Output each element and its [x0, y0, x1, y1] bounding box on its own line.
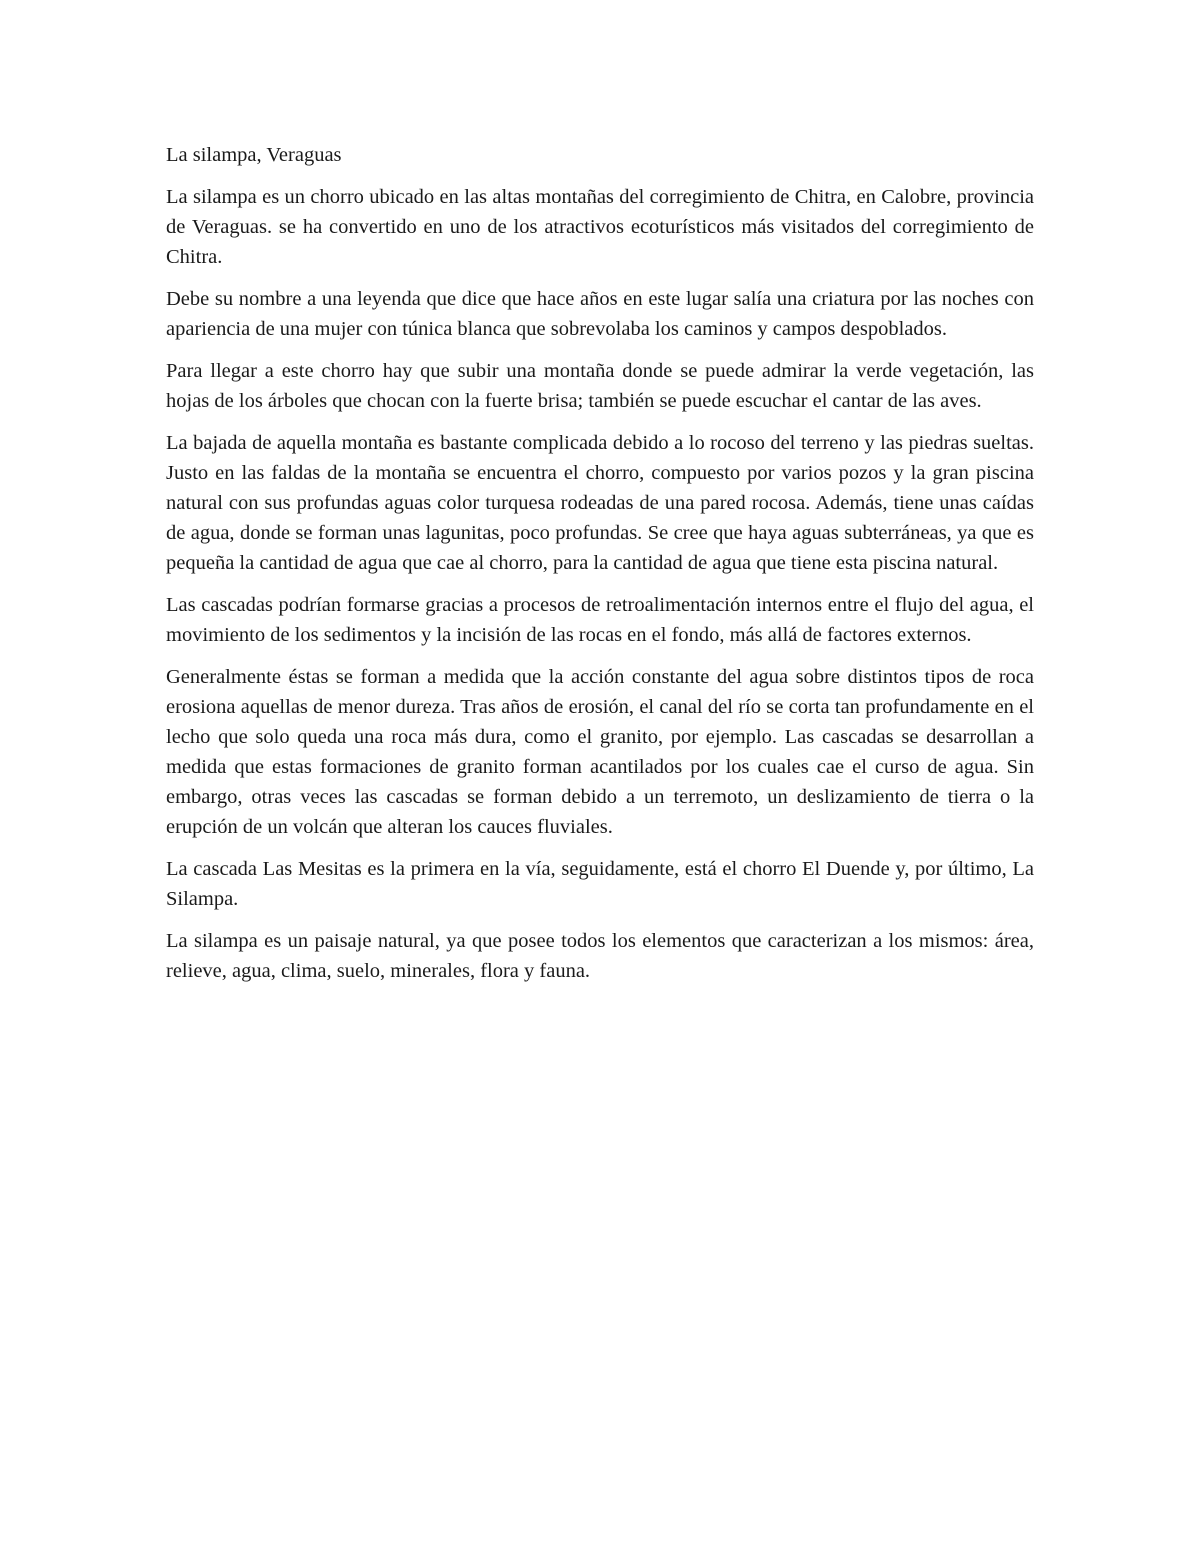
paragraph: Las cascadas podrían formarse gracias a procesos de retroalimentación internos entre el flujo del agua, el movimiento de los sedimentos y la incisión de las rocas en el fondo, más allá de factores externos. [166, 594, 1034, 646]
paragraph: Generalmente éstas se forman a medida que la acción constante del agua sobre distintos tipos de roca erosiona aquellas de menor dureza. Tras años de erosión, el canal del río se corta tan profundamente en el lecho que solo queda una roca más dura, como el granito, por ejemplo. Las cascadas se desarrollan a medida que estas formaciones de granito forman acantilados por los cuales cae el curso de agua. Sin embargo, otras veces las cascadas se forman debido a un terremoto, un deslizamiento de tierra o la erupción de un volcán que alteran los cauces fluviales. [166, 666, 1034, 838]
paragraph: La cascada Las Mesitas es la primera en la vía, seguidamente, está el chorro El Duende y, por último, La Silampa. [166, 858, 1034, 910]
document-title: La silampa, Veraguas [166, 144, 342, 166]
document-body [166, 140, 1034, 998]
paragraph: La silampa es un paisaje natural, ya que posee todos los elementos que caracterizan a los mismos: área, relieve, agua, clima, suelo, minerales, flora y fauna. [166, 930, 1034, 982]
paragraph: Para llegar a este chorro hay que subir una montaña donde se puede admirar la verde vegetación, las hojas de los árboles que chocan con la fuerte brisa; también se puede escuchar el cantar de las aves. [166, 360, 1034, 412]
paragraph: La silampa es un chorro ubicado en las altas montañas del corregimiento de Chitra, en Calobre, provincia de Veraguas. se ha convertido en uno de los atractivos ecoturísticos más visitados del corregimiento de Chitra. [166, 186, 1034, 268]
paragraph: Debe su nombre a una leyenda que dice que hace años en este lugar salía una criatura por las noches con apariencia de una mujer con túnica blanca que sobrevolaba los caminos y campos despoblados. [166, 288, 1034, 340]
paragraph: La bajada de aquella montaña es bastante complicada debido a lo rocoso del terreno y las piedras sueltas. Justo en las faldas de la montaña se encuentra el chorro, compuesto por varios pozos y la gran piscina natural con sus profundas aguas color turquesa rodeadas de una pared rocosa. Además, tiene unas caídas de agua, donde se forman unas lagunitas, poco profundas. Se cree que haya aguas subterráneas, ya que es pequeña la cantidad de agua que cae al chorro, para la cantidad de agua que tiene esta piscina natural. [166, 432, 1034, 574]
